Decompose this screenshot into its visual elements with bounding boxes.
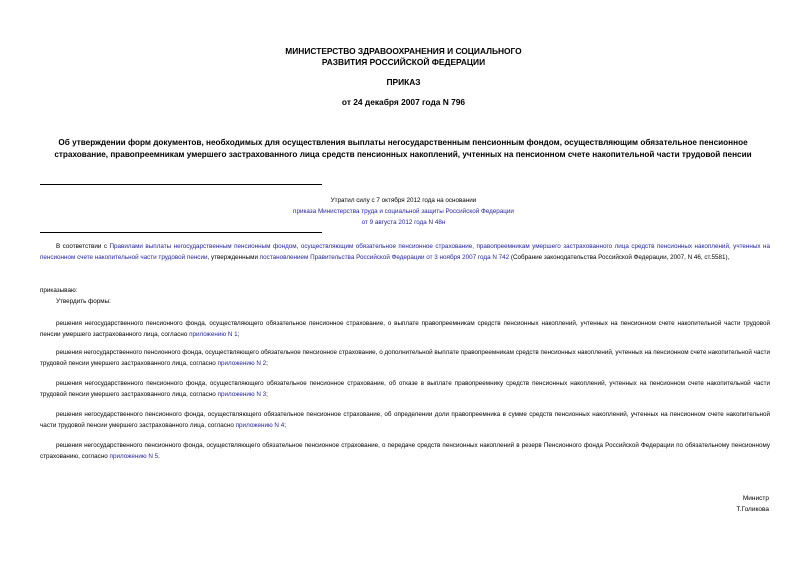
- appendix-link-5[interactable]: приложению N 5: [109, 453, 159, 460]
- document-subject: Об утверждении форм документов, необходимых для осуществления выплаты негосударственным пенсионным фондом, осуществляющим обязательное пенсионное страхование, правопреемникам умершего застрахованного лица средств пенсионных накоплений, учтенных на пенсионном счете накопительной части трудовой пенсии: [54, 138, 752, 159]
- approve-forms: Утвердить формы:: [56, 298, 111, 305]
- list-item: [40, 378, 770, 400]
- list-item: [40, 347, 770, 369]
- item-tail: ;: [237, 331, 240, 338]
- repeal-link-order[interactable]: приказа Министерства труда и социальной защиты Российской Федерации: [293, 208, 514, 215]
- document-date: от 24 декабря 2007 года N 796: [341, 97, 466, 107]
- appendix-link-2[interactable]: приложению N 2: [217, 360, 267, 367]
- repeal-notice: Утратил силу с 7 октября 2012 года на основании: [330, 197, 477, 204]
- preamble-text-3: (Собрание законодательства Российской Федерации, 2007, N 46, ст.5581),: [509, 254, 730, 261]
- ministry-name-line1: МИНИСТЕРСТВО ЗДРАВООХРАНЕНИЯ И СОЦИАЛЬНОГО: [285, 46, 522, 56]
- appendix-link-3[interactable]: приложению N 3: [217, 391, 267, 398]
- appendix-link-4[interactable]: приложению N 4: [235, 422, 285, 429]
- ministry-name-line2: РАЗВИТИЯ РОССИЙСКОЙ ФЕДЕРАЦИИ: [321, 57, 486, 67]
- list-item: [40, 440, 770, 462]
- item-tail: ;: [266, 391, 268, 398]
- item-tail: .: [158, 453, 160, 460]
- appendix-link-1[interactable]: приложению N 1: [189, 331, 238, 338]
- resolution-link[interactable]: постановлением Правительства Российской Федерации от 3 ноября 2007 года N 742: [259, 254, 510, 261]
- item-text: решения негосударственного пенсионного фонда, осуществляющего обязательное пенсионное страхование, о передаче средств пенсионных накоплений в резерв Пенсионного фонда Российской Федерации по обязательному пенсионному страхованию, согласно: [40, 442, 770, 460]
- preamble-text-2: , утвержденными: [207, 254, 260, 261]
- rules-link[interactable]: Правилами выплаты негосударственным пенсионным фондом, осуществляющим обязательное пенсионное страхование, правопреемникам умершего застрахованного лица средств пенсионных накоплений, учтенных на пенсионном счете накопительной части трудовой пенсии: [40, 243, 771, 261]
- signature-name: Т.Голикова: [736, 506, 769, 513]
- item-text: решения негосударственного пенсионного фонда, осуществляющего обязательное пенсионное страхование, о выплате правопреемникам средств пенсионных накоплений, учтенных на пенсионном счете накопительной части трудовой пенсии умершего застрахованного лица, согласно: [40, 320, 770, 338]
- item-text: решения негосударственного пенсионного фонда, осуществляющего обязательное пенсионное страхование, об отказе в выплате правопреемнику средств пенсионных накоплений, учтенных на пенсионном счете накопительной части трудовой пенсии умершего застрахованного лица, согласно: [40, 380, 770, 398]
- preamble-text-1: В соответствии с: [56, 243, 110, 250]
- order-word: приказываю:: [40, 287, 78, 294]
- item-text: решения негосударственного пенсионного фонда, осуществляющего обязательное пенсионное страхование, о дополнительной выплате правопреемникам средств пенсионных накоплений, учтенных на пенсионном счете накопительной части трудовой пенсии умершего застрахованного лица, согласно: [40, 349, 770, 367]
- list-item: [40, 318, 770, 340]
- list-item: [40, 409, 770, 431]
- preamble-paragraph: [40, 241, 770, 263]
- item-tail: ;: [266, 360, 268, 367]
- divider-bottom: [40, 232, 322, 233]
- divider-top: [40, 184, 322, 185]
- document-type: ПРИКАЗ: [386, 77, 421, 87]
- item-text: решения негосударственного пенсионного фонда, осуществляющего обязательное пенсионное страхование, об определении доли правопреемника в сумме средств пенсионных накоплений, учтенных на пенсионном счете накопительной части трудовой пенсии умершего застрахованного лица, согласно: [40, 411, 770, 429]
- item-tail: ;: [284, 422, 286, 429]
- signature-position: Министр: [742, 495, 769, 502]
- repeal-link-date[interactable]: от 9 августа 2012 года N 48н: [361, 219, 446, 226]
